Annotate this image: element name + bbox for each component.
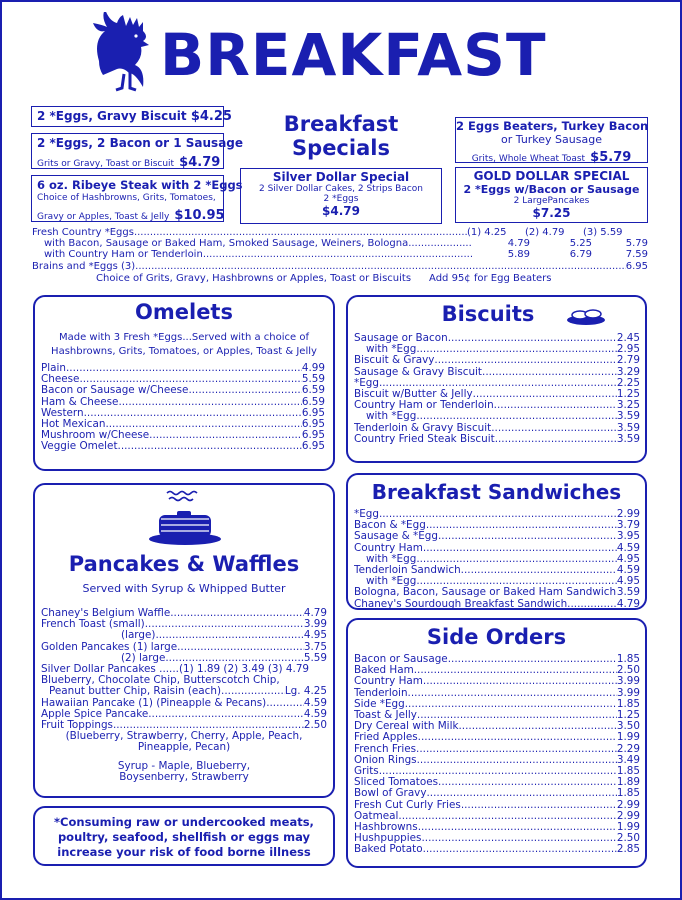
item-name: Hashbrowns bbox=[354, 822, 418, 834]
menu-item bbox=[354, 788, 640, 799]
biscuits-section bbox=[346, 295, 647, 463]
pancake-stack-icon bbox=[145, 489, 225, 547]
item-price: 1.85 bbox=[616, 698, 640, 710]
country-note: Choice of Grits, Gravy, Hashbrowns or Apples, Toast or Biscuits Add 95¢ for Egg Beaters bbox=[96, 272, 552, 284]
item-price: 2.79 bbox=[616, 355, 640, 367]
item-name: Bacon & *Egg bbox=[354, 520, 426, 532]
item-price: 4.95 bbox=[616, 576, 640, 588]
item-price: 3.79 bbox=[616, 520, 640, 532]
item-name: Bowl of Gravy bbox=[354, 788, 427, 800]
item-name: Dry Cereal with Milk bbox=[354, 721, 459, 733]
menu-item bbox=[354, 800, 640, 811]
pancake-item: Golden Pancakes (1) large ..... 3.75 bbox=[41, 642, 327, 653]
item-name: Fresh Cut Curly Fries bbox=[354, 799, 461, 811]
menu-item bbox=[354, 367, 640, 378]
pancake-item: Chaney's Belgium Waffle ..... 4.79 bbox=[41, 608, 327, 619]
pancake-item: Fruit Toppings ..... 2.50 bbox=[41, 720, 327, 731]
menu-item bbox=[41, 430, 325, 441]
item-name: French Fries bbox=[354, 743, 417, 755]
item-name: Tenderloin Sandwich bbox=[354, 565, 461, 577]
special-desc: Gravy or Apples, Toast & Jelly bbox=[37, 212, 170, 222]
special-ribeye bbox=[31, 175, 243, 223]
country-row: with Bacon, Sausage or Baked Ham, Smoked Sausage, Weiners, Bologna ..... 4.79 5.25 5.79 bbox=[32, 238, 648, 249]
menu-item bbox=[354, 389, 640, 400]
gold-desc-2: 2 LargePancakes bbox=[513, 196, 590, 206]
item-name: Baked Ham bbox=[354, 665, 414, 677]
item-name: with *Egg bbox=[366, 576, 417, 588]
item-price: 6.95 bbox=[301, 430, 325, 442]
item-name: Fried Apples bbox=[354, 732, 418, 744]
menu-item bbox=[41, 441, 325, 452]
item-name: Bologna, Bacon, Sausage or Baked Ham Sandwich bbox=[354, 587, 617, 599]
item-name: Sausage & *Egg bbox=[354, 531, 438, 543]
item-price: 2.95 bbox=[616, 344, 640, 356]
gold-price: $7.25 bbox=[532, 206, 571, 220]
menu-item bbox=[354, 688, 640, 699]
item-price: 6.59 bbox=[301, 385, 325, 397]
toppings-list-2: Pineapple, Pecan) bbox=[137, 741, 231, 754]
page-title: BREAKFAST bbox=[160, 21, 547, 89]
item-name: *Egg bbox=[354, 509, 379, 520]
sandwiches-list bbox=[354, 509, 640, 610]
menu-item bbox=[354, 721, 640, 732]
item-name: Sliced Tomatoes bbox=[354, 777, 439, 789]
item-name: Sausage & Gravy Biscuit bbox=[354, 366, 483, 378]
item-name: Cheese bbox=[41, 374, 80, 386]
gold-title: GOLD DOLLAR SPECIAL bbox=[473, 169, 630, 183]
country-row: with Country Ham or Tenderloin ..... 5.89 6.79 7.59 bbox=[32, 249, 648, 260]
toppings-list: (Blueberry, Strawberry, Cherry, Apple, Peach, bbox=[65, 730, 303, 743]
item-price: 2.99 bbox=[616, 509, 640, 520]
menu-item bbox=[354, 434, 640, 445]
item-price: 3.59 bbox=[616, 422, 640, 434]
item-price: 1.85 bbox=[616, 788, 640, 800]
special-price: $10.95 bbox=[174, 208, 225, 223]
item-price: 1.85 bbox=[616, 654, 640, 665]
special-label: 6 oz. Ribeye Steak with 2 *Eggs bbox=[37, 178, 243, 192]
menu-item bbox=[41, 397, 325, 408]
menu-item bbox=[354, 744, 640, 755]
pancake-item: Blueberry, Chocolate Chip, Butterscotch Chip, bbox=[41, 675, 280, 687]
special-price: $4.25 bbox=[190, 109, 232, 124]
special-gravy-biscuit bbox=[31, 106, 232, 127]
item-price: 1.89 bbox=[616, 777, 640, 789]
item-price: 4.59 bbox=[616, 565, 640, 577]
item-name: Western bbox=[41, 407, 84, 419]
special-desc: Choice of Hashbrowns, Grits, Tomatoes, bbox=[37, 193, 216, 203]
item-name: with *Egg bbox=[366, 344, 417, 356]
item-price: 3.59 bbox=[616, 411, 640, 423]
menu-item bbox=[354, 411, 640, 422]
item-name: *Egg bbox=[354, 377, 379, 389]
item-name: Bacon or Sausage w/Cheese bbox=[41, 385, 189, 397]
special-price: $5.79 bbox=[590, 150, 632, 165]
menu-item bbox=[354, 766, 640, 777]
country-eggs-table bbox=[32, 227, 648, 284]
menu-item bbox=[354, 423, 640, 434]
omelets-section bbox=[33, 295, 335, 471]
item-price: 1.25 bbox=[616, 710, 640, 722]
item-name: Biscuit & Gravy bbox=[354, 355, 435, 367]
sides-section bbox=[346, 618, 647, 868]
country-row: Brains and *Eggs (3) ..... 6.95 bbox=[32, 261, 648, 272]
special-label-2: or Turkey Sausage bbox=[501, 133, 602, 146]
item-price: 5.59 bbox=[301, 374, 325, 386]
item-price: 6.59 bbox=[301, 396, 325, 408]
special-price: $4.79 bbox=[179, 155, 221, 170]
item-name: Bacon or Sausage bbox=[354, 654, 448, 665]
item-price: 3.49 bbox=[616, 754, 640, 766]
item-price: 1.99 bbox=[616, 822, 640, 834]
item-name: Oatmeal bbox=[354, 810, 399, 822]
special-desc: Grits or Gravy, Toast or Biscuit bbox=[37, 159, 175, 169]
item-name: Mushroom w/Cheese bbox=[41, 430, 150, 442]
menu-item bbox=[354, 599, 640, 610]
item-price: 3.59 bbox=[616, 587, 640, 599]
item-price: 3.29 bbox=[616, 366, 640, 378]
menu-item bbox=[354, 576, 640, 587]
sides-title: Side Orders bbox=[426, 625, 567, 649]
menu-item bbox=[354, 333, 640, 344]
menu-item bbox=[41, 363, 325, 374]
menu-item bbox=[354, 400, 640, 411]
item-name: Ham & Cheese bbox=[41, 396, 119, 408]
pancake-item: (2) large ..... 5.59 bbox=[41, 653, 327, 664]
item-name: Tenderloin bbox=[354, 687, 408, 699]
menu-item bbox=[354, 676, 640, 687]
item-price: 3.99 bbox=[616, 687, 640, 699]
item-price: 4.79 bbox=[616, 598, 640, 610]
menu-item bbox=[354, 844, 640, 855]
item-price: 3.99 bbox=[616, 676, 640, 688]
syrup-list: Syrup - Maple, Blueberry, bbox=[117, 759, 251, 772]
item-price: 6.95 bbox=[301, 407, 325, 419]
pancake-item: (large) ..... 4.95 bbox=[41, 630, 327, 641]
item-name: Country Ham bbox=[354, 542, 423, 554]
silver-desc: 2 Silver Dollar Cakes, 2 Strips Bacon bbox=[258, 184, 424, 194]
specials-heading: Breakfast Specials bbox=[283, 112, 399, 160]
item-name: Country Ham bbox=[354, 676, 423, 688]
item-price: 2.25 bbox=[616, 377, 640, 389]
menu-item bbox=[354, 833, 640, 844]
item-name: Country Fried Steak Biscuit bbox=[354, 433, 495, 445]
menu-item bbox=[354, 554, 640, 565]
sandwiches-title: Breakfast Sandwiches bbox=[371, 480, 622, 504]
pancakes-title: Pancakes & Waffles bbox=[68, 552, 300, 576]
item-name: Toast & Jelly bbox=[354, 710, 417, 722]
item-price: 1.99 bbox=[616, 732, 640, 744]
pancake-item: French Toast (small) ..... 3.99 bbox=[41, 619, 327, 630]
pancake-item: Hawaiian Pancake (1) (Pineapple & Pecans) ..... 4.59 bbox=[41, 698, 327, 709]
item-name: Biscuit w/Butter & Jelly bbox=[354, 389, 473, 401]
item-name: Onion Rings bbox=[354, 754, 417, 766]
item-name: Hot Mexican bbox=[41, 419, 106, 431]
food-warning bbox=[33, 806, 335, 866]
item-name: Baked Potato bbox=[354, 844, 423, 856]
menu-item bbox=[41, 419, 325, 430]
omelets-desc-2: Hashbrowns, Grits, Tomatoes, or Apples, Toast & Jelly bbox=[51, 346, 317, 357]
item-price: 2.99 bbox=[616, 799, 640, 811]
menu-item bbox=[354, 654, 640, 665]
item-name: Chaney's Sourdough Breakfast Sandwich bbox=[354, 598, 568, 610]
menu-item bbox=[354, 543, 640, 554]
menu-item bbox=[354, 732, 640, 743]
item-price: 3.59 bbox=[616, 433, 640, 445]
pancakes-list bbox=[41, 608, 327, 783]
gold-dollar-special bbox=[455, 167, 648, 223]
menu-item bbox=[354, 378, 640, 389]
item-price: 6.95 bbox=[301, 441, 325, 453]
country-row: Fresh Country *Eggs ..... (1) 4.25 (2) 4.79 (3) 5.59 bbox=[32, 227, 648, 238]
pancakes-subtitle: Served with Syrup & Whipped Butter bbox=[82, 582, 286, 595]
pancake-item: Peanut butter Chip, Raisin (each) ..... Lg. 4.25 bbox=[41, 686, 327, 697]
item-price: 6.95 bbox=[301, 419, 325, 431]
syrup-list-2: Boysenberry, Strawberry bbox=[119, 770, 249, 783]
omelets-title: Omelets bbox=[135, 300, 233, 324]
sandwiches-section bbox=[346, 473, 647, 610]
item-name: Side *Egg bbox=[354, 698, 405, 710]
item-name: with *Egg bbox=[366, 553, 417, 565]
biscuits-list bbox=[354, 333, 640, 445]
menu-item bbox=[41, 408, 325, 419]
menu-item bbox=[354, 520, 640, 531]
pancake-item: Silver Dollar Pancakes ......(1) 1.89 (2) 3.49 (3) 4.79 bbox=[41, 664, 310, 676]
item-price: 1.85 bbox=[616, 766, 640, 778]
item-price: 4.59 bbox=[616, 542, 640, 554]
silver-title: Silver Dollar Special bbox=[272, 170, 410, 184]
item-price: 2.45 bbox=[616, 333, 640, 344]
warning-text: *Consuming raw or undercooked meats, poultry, seafood, shellfish or eggs may increase your risk of food borne illness bbox=[54, 815, 314, 859]
special-label: 2 Eggs Beaters, Turkey Bacon bbox=[456, 119, 649, 133]
item-name: Veggie Omelet bbox=[41, 441, 118, 453]
special-eggs-bacon bbox=[31, 133, 244, 170]
pancakes-section bbox=[33, 483, 335, 798]
menu-item bbox=[354, 344, 640, 355]
special-egg-beaters bbox=[455, 117, 648, 163]
item-name: Grits bbox=[354, 766, 379, 778]
menu-item bbox=[354, 355, 640, 366]
menu-item bbox=[354, 822, 640, 833]
menu-item bbox=[354, 811, 640, 822]
omelets-desc: Made with 3 Fresh *Eggs...Served with a choice of bbox=[58, 332, 310, 343]
biscuit-plate-icon bbox=[566, 305, 606, 327]
item-price: 3.95 bbox=[616, 531, 640, 543]
special-label: 2 *Eggs, 2 Bacon or 1 Sausage bbox=[37, 136, 244, 150]
menu-item bbox=[354, 710, 640, 721]
special-desc: Grits, Whole Wheat Toast bbox=[471, 154, 586, 164]
menu-item bbox=[354, 509, 640, 520]
menu-item bbox=[354, 777, 640, 788]
item-price: 3.50 bbox=[616, 721, 640, 733]
menu-item bbox=[354, 665, 640, 676]
item-price: 2.99 bbox=[616, 810, 640, 822]
silver-dollar-special bbox=[240, 168, 442, 224]
item-price: 4.95 bbox=[616, 553, 640, 565]
item-price: 3.25 bbox=[616, 400, 640, 412]
item-name: Sausage or Bacon bbox=[354, 333, 448, 344]
menu-item bbox=[354, 531, 640, 542]
pancake-item: Apple Spice Pancake ..... 4.59 bbox=[41, 709, 327, 720]
sides-list bbox=[354, 654, 640, 856]
item-price: 4.99 bbox=[301, 363, 325, 374]
item-name: Country Ham or Tenderloin bbox=[354, 400, 494, 412]
item-price: 2.85 bbox=[616, 844, 640, 856]
special-label: 2 *Eggs, Gravy Biscuit bbox=[37, 109, 187, 123]
item-name: Plain bbox=[41, 363, 66, 374]
item-name: with *Egg bbox=[366, 411, 417, 423]
gold-desc: 2 *Eggs w/Bacon or Sausage bbox=[463, 183, 640, 196]
item-price: 2.50 bbox=[616, 665, 640, 677]
item-price: 2.50 bbox=[616, 833, 640, 845]
menu-item bbox=[354, 587, 640, 598]
biscuits-title: Biscuits bbox=[441, 302, 535, 326]
silver-price: $4.79 bbox=[322, 204, 360, 218]
menu-item bbox=[354, 699, 640, 710]
menu-item bbox=[354, 755, 640, 766]
rooster-icon bbox=[74, 12, 158, 92]
menu-item bbox=[41, 374, 325, 385]
item-name: Hushpuppies bbox=[354, 833, 422, 845]
menu-item bbox=[354, 565, 640, 576]
menu-item bbox=[41, 385, 325, 396]
item-name: Tenderloin & Gravy Biscuit bbox=[354, 422, 492, 434]
item-price: 1.25 bbox=[616, 389, 640, 401]
silver-desc-2: 2 *Eggs bbox=[323, 194, 359, 204]
omelets-list bbox=[41, 363, 325, 453]
item-price: 2.29 bbox=[616, 743, 640, 755]
